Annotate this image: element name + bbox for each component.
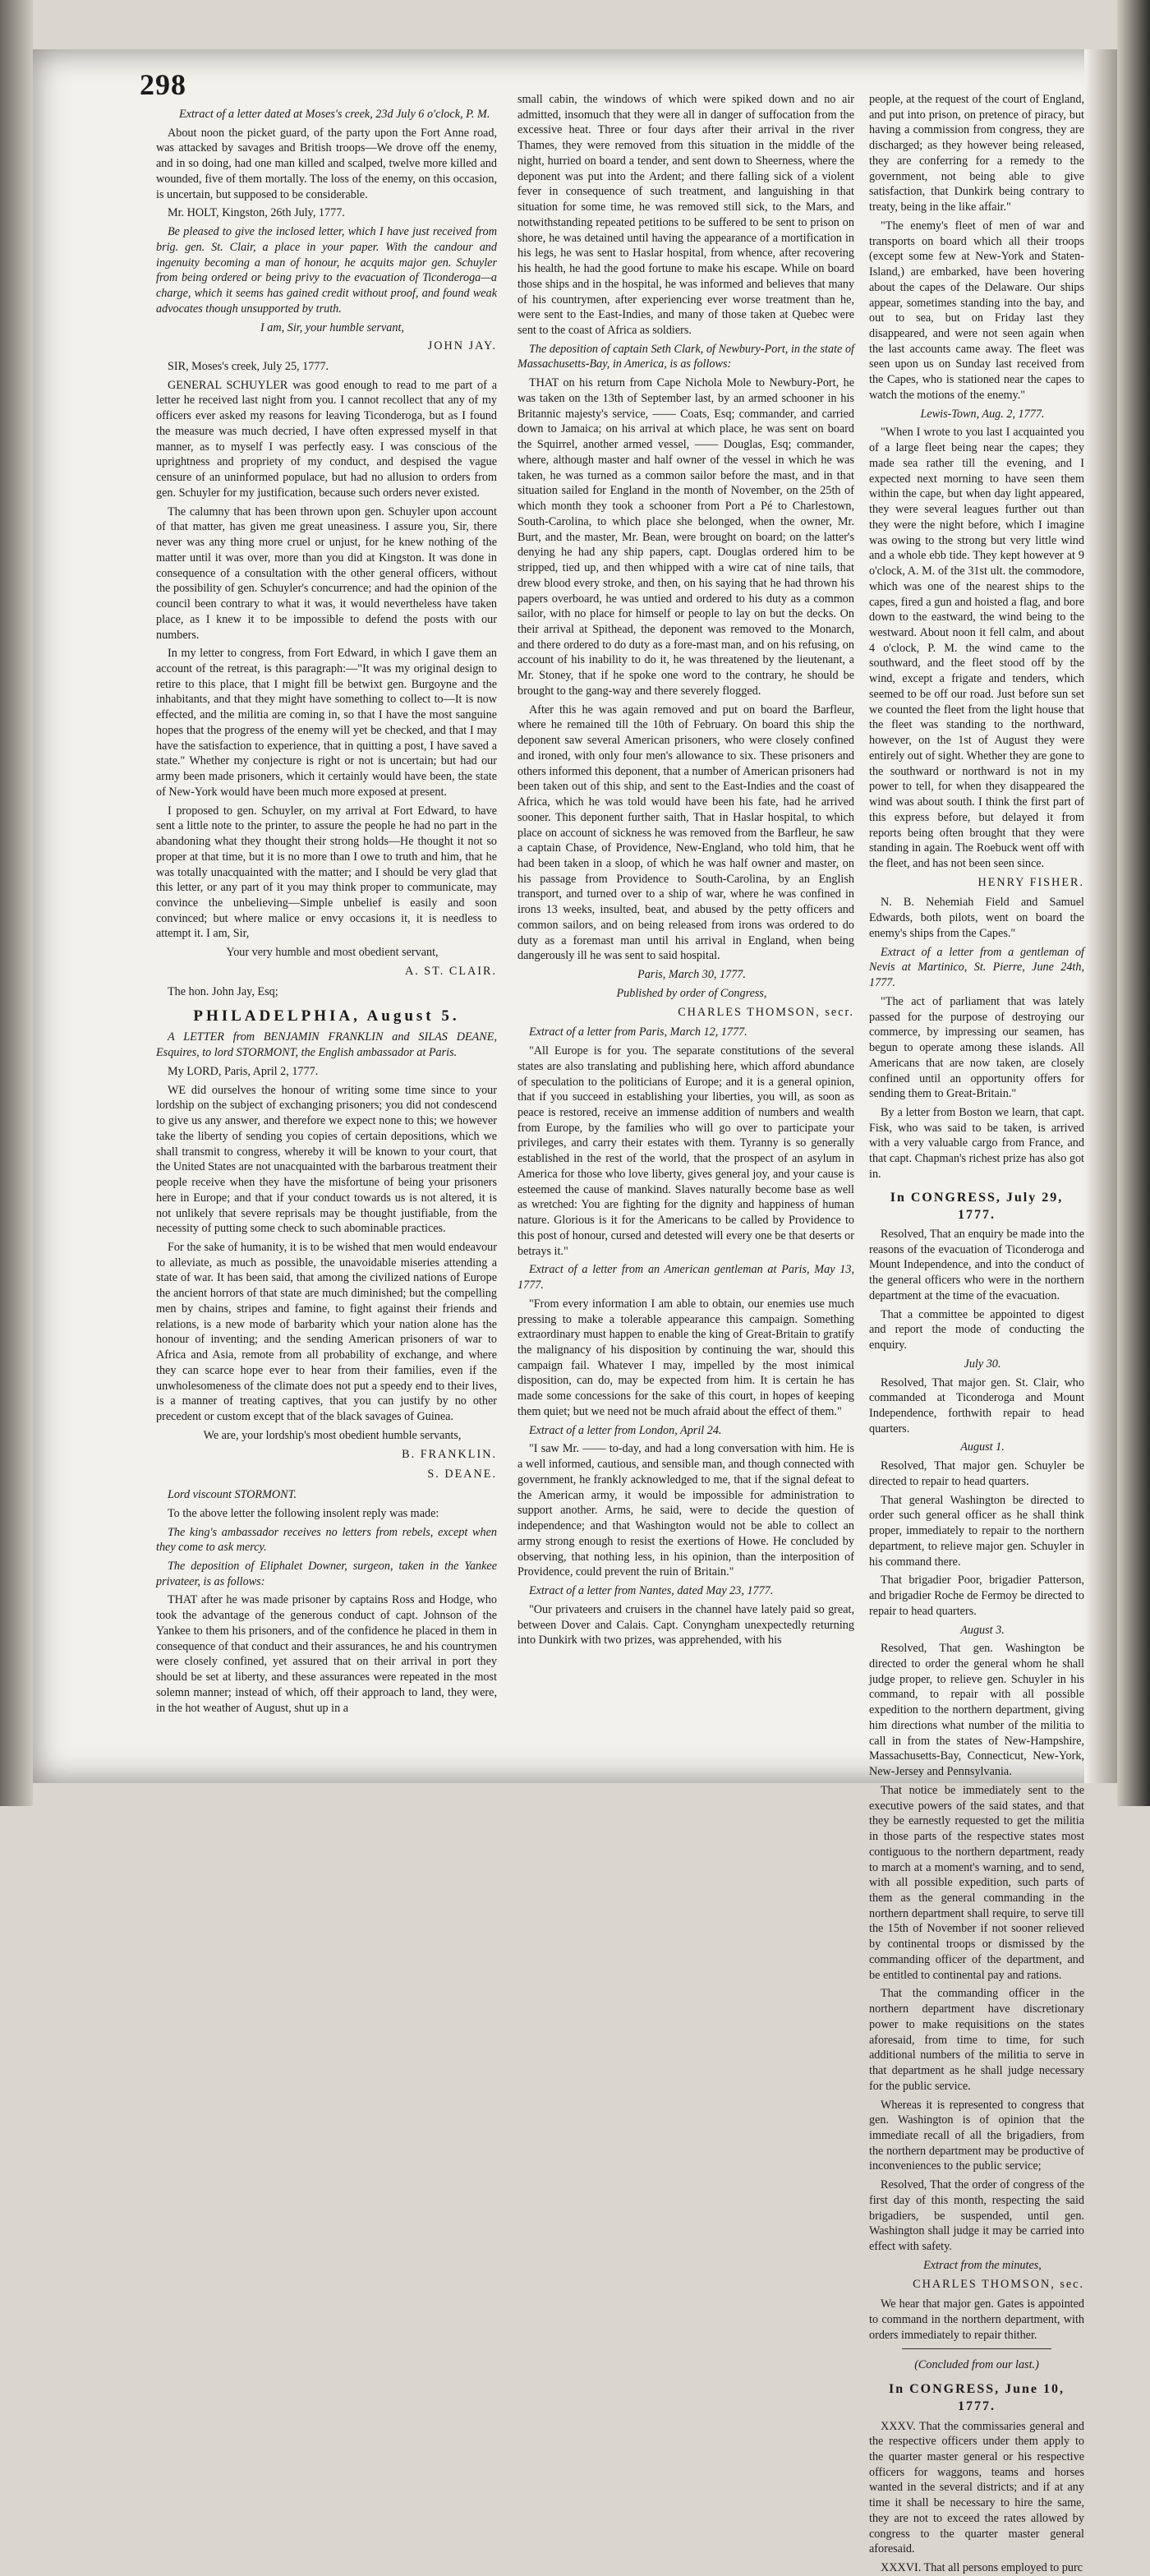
intro-heading: Extract of a letter dated at Moses's creek, 23d July 6 o'clock, P. M. xyxy=(179,108,490,121)
holt-body: Be pleased to give the inclosed letter, which I have just received from brig. gen. St. Clair, a place in your paper. With the candour and ingenuity becoming a man of honour, he acquits major gen. Schuyler from being ordered or being privy to the evacuation of Ticonderoga—a charge, which it seems has gained credit without proof, and found weak advocates though unsupported by truth. xyxy=(156,225,497,316)
congress-june-heading: In CONGRESS, June 10, 1777. xyxy=(888,2382,1065,2414)
stormont-line: Lord viscount STORMONT. xyxy=(168,1488,297,1502)
sir-line: SIR, Moses's creek, July 25, 1777. xyxy=(168,360,329,374)
franklin-paragraph-1: WE did ourselves the honour of writing some time since to your lordship on the subject of exchanging prisoners; you did not condescend to give us any answer, and therefore we expect none to this; we however take the liberty of sending you copies of certain depositions, which we shall transmit to congress, whereby it will be known to your court, that the United States are not unacquainted with the barbarous treatment their people receive when they have the misfortune of being your prisoners here in Europe; and that if your conduct towards us is not altered, it is not unlikely that severe reprisals may be thought justifiable, from the necessity of putting some check to such abominable practices. xyxy=(156,1083,497,1236)
paris-extract-heading: Extract of a letter from Paris, March 12, 1777. xyxy=(529,1025,748,1039)
signature-john-jay: JOHN JAY. xyxy=(427,339,497,353)
column-2 xyxy=(518,92,854,1719)
reply-intro: To the above letter the following insolent reply was made: xyxy=(168,1506,439,1520)
lewis-town-paragraph: "When I wrote to you last I acquainted you of a large fleet being near the capes; they made sea rather till the evening, and I expected next morning to have seen them within the cape, but when day light appeared, they were several leagues further out than they were the night before, which I imagine was owing to the strong but very little wind and a whole ebb tide. They kept however at 9 o'clock, A. M. of the 31st ult. the commodore, which was one of the nearest ships to the capes, fired a gun and hoisted a flag, and bore down to the eastward, the wind being to the westward. About noon it fell calm, and about 4 o'clock, P. M. the wind came to the southward, and the fleet stood off by the wind, except a frigate and tenders, which seemed to be off our road. Just before sun set we counted the fleet from the light house that the fleet was standing to the northward, however, on the 1st of August they were entirely out of sight. Whether they are gone to the southward or northward is not in my power to tell, for when they disappeared the wind was about south. I think the first part of this express before, but delayed it from reports being often brought that they were standing in again. The Roebuck went off with the fleet, and has not been seen since. xyxy=(869,426,1084,870)
boston-paragraph: By a letter from Boston we learn, that capt. Fisk, who was said to be taken, is arrived with a very valuable cargo from France, and that capt. Chapman's richest prize has also got in. xyxy=(869,1106,1084,1181)
resolution-10: Whereas it is represented to congress that gen. Washington is of opinion that the immediate recall of all the brigadiers, from the northern department may be productive of inconveniences to the public service; xyxy=(869,2098,1084,2173)
column-1 xyxy=(156,107,497,1734)
extract-minutes: Extract from the minutes, xyxy=(923,2258,1042,2272)
signature-henry-fisher: HENRY FISHER. xyxy=(978,875,1084,889)
signature-thomson-2: CHARLES THOMSON, sec. xyxy=(913,2277,1084,2291)
signature-deane: S. DEANE. xyxy=(427,1468,497,1482)
concluded-note: (Concluded from our last.) xyxy=(914,2357,1039,2371)
clark-paragraph-2: After this he was again removed and put on board the Barfleur, where he remained till the 10th of February. On board this ship the deponent saw several American prisoners, who were closely confined and ironed, with only four men's allowance to six. These prisoners and others informed this deponent, that a number of American prisoners had been taken out of this ship, and sent to the East-Indies and the coast of Africa, which he was told would have been his fate, had he arrived sooner. This deponent further saith, That in Haslar hospital, to which place on account of sickness he was removed from the Barfleur, he saw a captain Chase, of Providence, New-England, who told him, that he had been taken in a sloop, of which he was half owner and master, on his passage from Providence to South-Carolina, by an English transport, and turned over to a ship of war, where he was confined in irons 13 weeks, insulted, beat, and abused by the petty officers and common sailors, and on being released from irons was ordered to do duty as a foremast man until his arrival in England, when being dangerously ill he was sent to said hospital. xyxy=(518,703,854,963)
resolution-8: That notice be immediately sent to the executive powers of the said states, and that they be earnestly requested to get the militia in those parts of the respective states most contiguous to the northern department, ready to march at a moment's warning, and to send, with all possible expedition, such parts of them as the general commanding in the northern department shall require, to serve till the 15th of November if not sooner relieved by continental troops or dismissed by the commanding officer of the department, and be entitled to continental pay and rations. xyxy=(869,1783,1084,1982)
resolution-1: Resolved, That an enquiry be made into the reasons of the evacuation of Ticonderoga and Mount Independence, and into the conduct of the general officers who were in the northern department at the time of the evacuation. xyxy=(869,1227,1084,1302)
page-edge-right xyxy=(1084,49,1117,1783)
franklin-close: We are, your lordship's most obedient humble servants, xyxy=(203,1428,462,1442)
book-binding-right xyxy=(1117,0,1150,1806)
nantes-heading: Extract of a letter from Nantes, dated May 23, 1777. xyxy=(529,1584,774,1598)
martinico-heading: Extract of a letter from a gentleman of Nevis at Martinico, St. Pierre, June 24th, 1777. xyxy=(869,945,1084,990)
date-july-30: July 30. xyxy=(964,1357,1001,1371)
resolution-5: That general Washington be directed to order such general officer as he shall think proper, immediately to repair to the northern department, to relieve major gen. Schuyler in his command there. xyxy=(869,1493,1084,1569)
col3-paragraph-1: people, at the request of the court of England, and put into prison, on pretence of piracy, but having a commission from congress, they are discharged; as they however being released, they are conferring for a remedy to the government, not being able to give satisfaction, that Dunkirk being contrary to treaty, being in the like affair." xyxy=(869,93,1084,214)
nb-note: N. B. Nehemiah Field and Samuel Edwards, both pilots, went on board the enemy's ships from the Capes." xyxy=(869,896,1084,940)
intro-paragraph: About noon the picket guard, of the party upon the Fort Anne road, was attacked by savages and British troops—We drove off the enemy, and in so doing, had one man killed and scalped, twelve more killed and wounded, five of them mortally. The loss of the enemy, on this occasion, is uncertain, but supposed to be considerable. xyxy=(156,126,497,201)
paris-extract-paragraph: "All Europe is for you. The separate constitutions of the several states are also translating and publishing here, which afford abundance of speculation to the politicians of Europe; and it is a general opinion, that if you succeed in establishing your liberties, you will, as soon as peace is restored, receive an immense addition of numbers and wealth from Europe, by the families who will go over to participate your privileges, and carry their estates with them. Tyranny is so generally established in the rest of the world, that the prospect of an asylum in America for those who love liberty, gives general joy, and your cause is esteemed the cause of mankind. Slaves naturally become base as well as wretched: You are fighting for the dignity and happiness of human nature. Glorious is it for the Americans to be called by Providence to this post of honour, cursed and detested will every one be that deserts or betrays it." xyxy=(518,1044,854,1258)
stclair-paragraph-1: GENERAL SCHUYLER was good enough to read to me part of a letter he received last night from you. I cannot recollect that any of my officers ever asked my reasons for leaving Ticonderoga, but as I found the measure was much decried, I have often expressed myself in that manner, as to myself I was perfectly easy. I was conscious of the uprightness and propriety of my conduct, and despised the vague censure of an uninformed populace, but had no allusion to orders from gen. Schuyler for my justification, because such orders never existed. xyxy=(156,378,497,500)
signature-franklin: B. FRANKLIN. xyxy=(402,1447,497,1461)
resolution-11: Resolved, That the order of congress of the first day of this month, respecting the said brigadiers, be suspended, until gen. Washington shall judge it may be carried into effect with safety. xyxy=(869,2178,1084,2254)
published-line: Published by order of Congress, xyxy=(616,986,767,1000)
signature-st-clair: A. ST. CLAIR. xyxy=(404,964,497,978)
london-paragraph: "I saw Mr. —— to-day, and had a long conversation with him. He is a well informed, cautious, and sensible man, and though connected with government, he frankly acknowledged to me, that if the signal defeat to the American army, it would be impossible for administration to support another. Arms, he said, were to decide the question of independence; and that Washington would not be able to collect an army strong enough to resist the exertions of Howe. He concluded by observing, that nothing less, in his opinion, than the interposition of Providence, could prevent the ruin of Britain." xyxy=(518,1442,854,1579)
addressee-jay: The hon. John Jay, Esq; xyxy=(168,984,278,998)
signature-thomson: CHARLES THOMSON, secr. xyxy=(678,1005,854,1019)
section-rule xyxy=(902,2348,1051,2349)
date-august-3: August 3. xyxy=(960,1623,1005,1637)
resolution-4: Resolved, That major gen. Schuyler be directed to repair to head quarters. xyxy=(869,1459,1084,1488)
stclair-paragraph-3: In my letter to congress, from Fort Edward, in which I gave them an account of the retreat, is this paragraph:—"It was my original design to retire to this place, that I might fill be betwixt gen. Burgoyne and the inhabitants, and that they might have something to collect to—It is now effected, and the militia are coming in, so that I have the most sanguine hopes that the progress of the enemy will yet be checked, and that I may have the satisfaction to experience, that in quitting a post, I have saved a state." Whether my conjecture is right or not is uncertain; but had our army been made prisoners, which it certainly would have been, the state of New-York would have been much more exposed at present. xyxy=(156,647,497,799)
resolution-7: Resolved, That gen. Washington be directed to order the general whom he shall judge proper, to relieve gen. Schuyler in his command, to repair with all possible expedition to the northern department, giving him directions what number of the militia to call in from the states of New-Hampshire, Massachusetts-Bay, Connecticut, New-York, New-Jersey and Pennsylvania. xyxy=(869,1642,1084,1779)
american-gentleman-heading: Extract of a letter from an American gentleman at Paris, May 13, 1777. xyxy=(518,1263,854,1293)
franklin-letter-heading: A LETTER from BENJAMIN FRANKLIN and SILAS DEANE, Esquires, to lord STORMONT, the English ambassador at Paris. xyxy=(156,1030,497,1060)
article-36: XXXVI. That all persons employed to purc xyxy=(881,2561,1083,2575)
resolution-9: That the commanding officer in the northern department have discretionary power to make requisitions on the states aforesaid, from time to time, for such additional numbers of the militia to serve in that department as he shall judge necessary for the public service. xyxy=(869,1987,1084,2093)
col3-paragraph-2: "The enemy's fleet of men of war and transports on board which all their troops (except some few at New-York and Staten-Island,) are embarked, have been hovering about the capes of the Delaware. Our ships appear, sometimes standing into the bay, and out to sea, but on Friday last they disappeared, and were not seen again when the last accounts came away. The fleet was seen upon us on Sunday last received from the Capes, who is stationed near the capes to watch the motions of the enemy." xyxy=(869,219,1084,402)
clark-paragraph-1: THAT on his return from Cape Nichola Mole to Newbury-Port, he was taken on the 13th of September last, by an armed schooner in his Britannic majesty's service, —— Coats, Esq; commander, and carried down to Jamaica; on his arrival at which place, he was sent on board the Squirrel, another armed vessel, —— Douglas, Esq; commander, where, although master and half owner of the vessel in which he was taken, he was turned as a common sailor before the mast, and in that situation sailed for England in the month of November, on the 25th of which month they took a schooner from Port a Pé to Charlestown, South-Carolina, to which place she belonged, when the owner, Mr. Burt, and the master, Mr. Bean, were brought on board; on the latter's denying he had any ship papers, capt. Douglas ordered him to be stripped, tied up, and then whipped with a wire cat of nine tails, that drew blood every stroke, and then, on his saying that he had thrown his papers overboard, he was untied and ordered to his duty as a common sailor, with no place for himself or people to lay on but the decks. On their arrival at Spithead, the deponent was removed to the Monarch, and there ordered to do duty as a fore-mast man, and on his refusing, on account of his inability to do it, he was threatened by the lieutenant, a Mr. Stoney, that if he spoke one word to the contrary, he should be brought to the gang-way and there severely flogged. xyxy=(518,376,854,698)
stclair-close: Your very humble and most obedient servant, xyxy=(226,946,439,960)
stclair-paragraph-2: The calumny that has been thrown upon gen. Schuyler upon account of that matter, has given me great uneasiness. I assure you, Sir, there never was any thing more cruel or unjust, for he knew nothing of the matter until it was over, more than you did at Kingston. It was done in consequence of a consultation with the other general officers, without the possibility of gen. Schuyler's concurrence; and had the opinion of the council been contrary to what it was, it would nevertheless have taken place, as I knew it to be impossible to defend the posts with our numbers. xyxy=(156,505,497,642)
date-august-1: August 1. xyxy=(960,1440,1005,1454)
gates-paragraph: We hear that major gen. Gates is appointed to command in the northern department, with orders immediately to repair thither. xyxy=(869,2297,1084,2342)
col2-paragraph-1: small cabin, the windows of which were spiked down and no air admitted, insomuch that they were all in danger of suffocation from the excessive heat. Three or four days after their arrival in the river Thames, they were removed from this situation in the middle of the night, hurried on board a tender, and sent down to Sheerness, where the deponent was put into the Ardent; and there falling sick of a violent fever in consequence of such treatment, and languishing in that situation for some time, he was removed still sick, to the Mars, and notwithstanding repeated petitions to be suffered to be sent to prison on shore, he was detained until having the appearance of a mortification in his legs, he was sent to Haslar hospital, from whence, after recovering his health, he had the good fortune to make his escape. While on board those ships and in the hospital, he was informed and believes that many of his countrymen, after experiencing ever worse treatment than he, were sent to the East-Indies, and many of those taken at Quebec were sent to the coast of Africa as soldiers. xyxy=(518,93,854,338)
column-3 xyxy=(869,92,1084,2575)
congress-heading: In CONGRESS, July 29, 1777. xyxy=(890,1190,1064,1222)
holt-close: I am, Sir, your humble servant, xyxy=(260,320,404,334)
clark-heading: The deposition of captain Seth Clark, of Newbury-Port, in the state of Massachusetts-Bay, in America, is as follows: xyxy=(518,342,854,371)
martinico-paragraph: "The act of parliament that was lately passed for the purpose of destroying our commerce, by impressing our seamen, has begun to operate among these islands. All Americans that are now taken, are closely confined until an opportunity offers for sending them to Great-Britain." xyxy=(869,994,1084,1101)
resolution-6: That brigadier Poor, brigadier Patterson, and brigadier Roche de Fermoy be directed to repair to head quarters. xyxy=(869,1574,1084,1618)
philadelphia-heading: PHILADELPHIA, August 5. xyxy=(193,1007,460,1025)
resolution-2: That a committee be appointed to digest and report the mode of conducting the enquiry. xyxy=(869,1307,1084,1353)
holt-salutation: Mr. HOLT, Kingston, 26th July, 1777. xyxy=(168,206,345,220)
stclair-paragraph-4: I proposed to gen. Schuyler, on my arrival at Fort Edward, to have sent a little note to the printer, to assure the people he had no part in the abandoning what they thought their strong holds—He thought it not so proper at that time, but it is no more than I owe to truth and him, that he was totally unacquainted with the matter; and I should be very glad that this letter, or any part of it you may think proper to communicate, may convince the unbelieving—Simple unbelief is easily and soon convinced; but where malice or envy occasions it, it is needless to attempt it. I am, Sir, xyxy=(156,804,497,941)
my-lord-line: My LORD, Paris, April 2, 1777. xyxy=(168,1064,319,1078)
london-heading: Extract of a letter from London, April 24. xyxy=(529,1423,722,1437)
resolution-3: Resolved, That major gen. St. Clair, who commanded at Ticonderoga and Mount Independence, forthwith repair to head quarters. xyxy=(869,1376,1084,1435)
book-binding-left xyxy=(0,0,33,1806)
nantes-paragraph: "Our privateers and cruisers in the channel have lately paid so great, between Dover and Calais. Capt. Conyngham unexpectedly returning into Dunkirk with two prizes, was apprehended, with his xyxy=(518,1602,854,1647)
downer-heading: The deposition of Eliphalet Downer, surgeon, taken in the Yankee privateer, is as follows: xyxy=(156,1559,497,1588)
article-35: XXXV. That the commissaries general and the respective officers under them apply to the quarter master general or his respective officers for waggons, teams and horses wanted in the several districts; and if at any time it shall be necessary to hire the same, they are not to exceed the rates allowed by congress to the quarter master general aforesaid. xyxy=(869,2419,1084,2556)
american-gentleman-paragraph: "From every information I am able to obtain, our enemies use much pressing to make a tolerable appearance this campaign. Something extraordinary must happen to enable the king of Great-Britain to gratify the malignancy of his disposition by continuing the war, should this campaign fail. Whatever I may, impelled by the most inimical disposition, can do, may be expected from him. It is certain he has made some concessions for the sake of this court, in hopes of keeping them quiet; but we need not be much afraid about the effect of them." xyxy=(518,1297,854,1418)
franklin-paragraph-2: For the sake of humanity, it is to be wished that men would endeavour to alleviate, as much as possible, the unavoidable miseries attending a state of war. It has been said, that among the civilized nations of Europe the ancient horrors of that state are much diminished; but the compelling men by chains, stripes and famine, to fight against their friends and relations, is a new mode of barbarity which your nation alone has the honour of inventing; and the sending American prisoners of war to Africa and Asia, remote from all probability of exchange, and where they can scarce hope ever to hear from their families, even if the unwholesomeness of the climate does not put a speedy end to their lives, is a manner of treating captives, that you can justify by no other precedent or custom except that of the black savages of Guinea. xyxy=(156,1241,497,1424)
lewis-town-heading: Lewis-Town, Aug. 2, 1777. xyxy=(920,407,1045,421)
page-number: 298 xyxy=(140,68,186,101)
downer-paragraph: THAT after he was made prisoner by captains Ross and Hodge, who took the advantage of the generous conduct of capt. Johnson of the Yankee to them his prisoners, and of the confidence he placed in them in consequence of that conduct and their assurances, he and his countrymen were closely confined, yet assured that on their arrival in port they should be set at liberty, and these assurances were repeated in the most solemn manner; instead of which, off their approach to land, they were, in the hot weather of August, shut up in a xyxy=(156,1593,497,1715)
reply-text: The king's ambassador receives no letters from rebels, except when they come to ask mercy. xyxy=(156,1525,497,1555)
paris-date: Paris, March 30, 1777. xyxy=(637,968,746,982)
